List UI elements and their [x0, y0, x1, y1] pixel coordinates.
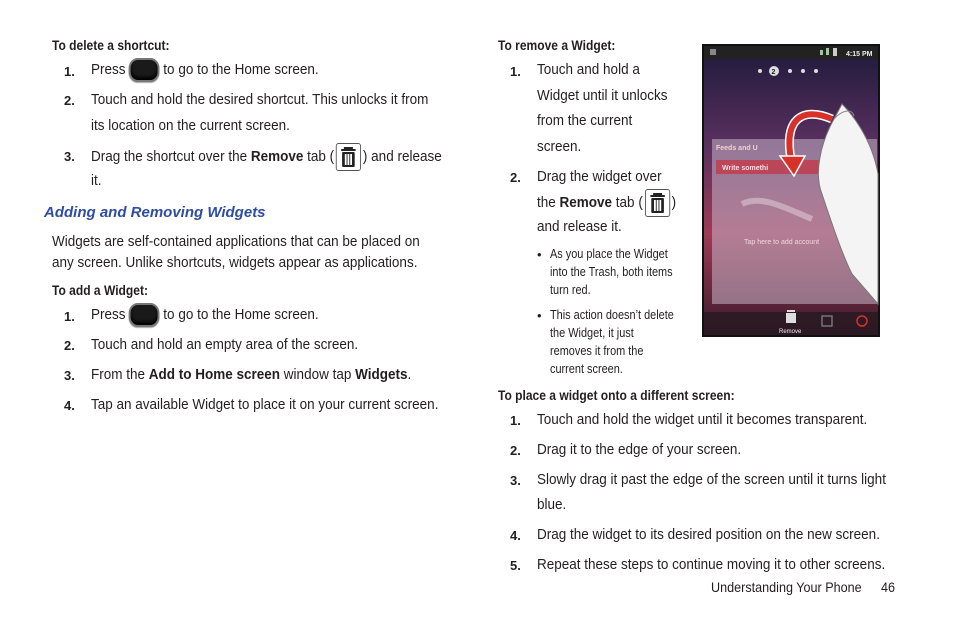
bullet: • — [537, 308, 542, 323]
bullet-2-line2: the Widget, it just — [550, 325, 634, 340]
step-text: tab ( — [303, 147, 335, 165]
step-text: Drag the shortcut over the — [91, 147, 251, 165]
step-number: 4. — [510, 528, 521, 543]
bullet-2-line1: This action doesn’t delete — [550, 307, 674, 322]
trash-icon — [336, 143, 361, 171]
place-step-5: Repeat these steps to continue moving it to other screens. — [537, 556, 886, 573]
delete-shortcut-heading: To delete a shortcut: — [52, 37, 170, 53]
step-number: 1. — [510, 64, 521, 79]
home-key-icon — [129, 303, 160, 327]
remove-step-2-line1: Drag the widget over — [537, 168, 662, 185]
page-dot — [801, 69, 805, 73]
bullet-1-line2: into the Trash, both items — [550, 264, 673, 279]
step-text: to go to the Home screen. — [163, 306, 319, 323]
step-text: . — [407, 366, 412, 383]
remove-label: Remove — [559, 193, 613, 211]
place-step-4: Drag the widget to its desired position on the new screen. — [537, 526, 880, 543]
step-text: ) — [671, 193, 677, 211]
bullet-1-line1: As you place the Widget — [550, 246, 668, 261]
place-step-1: Touch and hold the widget until it becomes transparent. — [537, 411, 868, 428]
place-step-3-line1: Slowly drag it past the edge of the screen until it turns light — [537, 471, 886, 488]
step-number: 2. — [510, 170, 521, 185]
widgets-label: Widgets — [355, 366, 408, 383]
remove-step-2-line3: and release it. — [537, 218, 622, 235]
bullet-2-line4: current screen. — [550, 361, 623, 376]
remove-step-1-line4: screen. — [537, 138, 582, 155]
widget-title: Feeds and U — [716, 145, 758, 152]
section-title: Adding and Removing Widgets — [44, 204, 266, 221]
add-step-3 — [91, 362, 411, 387]
step-number: 4. — [64, 398, 75, 413]
place-step-2: Drag it to the edge of your screen. — [537, 441, 742, 458]
add-step-4: Tap an available Widget to place it on your current screen. — [91, 396, 439, 413]
add-widget-heading: To add a Widget: — [52, 282, 148, 298]
page-number: 46 — [881, 579, 896, 595]
status-time: 4:15 PM — [846, 51, 873, 58]
intro-line-2: any screen. Unlike shortcuts, widgets appear as applications. — [52, 254, 418, 271]
place-step-3-line2: blue. — [537, 496, 567, 513]
step-text: ) and release — [362, 147, 442, 165]
step-number: 2. — [64, 338, 75, 353]
step-text: Press — [91, 61, 126, 78]
step-number: 1. — [64, 309, 75, 324]
delete-step-2-line1: Touch and hold the desired shortcut. This unlocks it from — [91, 91, 429, 108]
remove-step-2-line2 — [537, 189, 676, 217]
remove-widget-heading: To remove a Widget: — [498, 37, 616, 53]
step-text: Press — [91, 306, 126, 323]
step-number: 2. — [64, 93, 75, 108]
step-text: window tap — [280, 366, 356, 383]
intro-line-1: Widgets are self-contained applications that can be placed on — [52, 233, 420, 250]
battery-icon — [833, 48, 837, 56]
step-text: to go to the Home screen. — [163, 61, 319, 78]
remove-step-1-line2: Widget until it unlocks — [537, 87, 668, 104]
delete-step-3-line1 — [91, 143, 442, 171]
widget-write-button: Write somethi — [722, 165, 769, 172]
add-step-2: Touch and hold an empty area of the screen. — [91, 336, 359, 353]
remove-step-1-line1: Touch and hold a — [537, 61, 640, 78]
signal-icon — [826, 48, 829, 55]
step-number: 2. — [510, 443, 521, 458]
widget-hint: Tap here to add account — [744, 239, 820, 246]
step-number: 3. — [510, 473, 521, 488]
step-number: 5. — [510, 558, 521, 573]
signal-icon — [820, 50, 823, 55]
bullet: • — [537, 247, 542, 262]
delete-step-2-line2: its location on the current screen. — [91, 117, 290, 134]
footer-chapter: Understanding Your Phone — [711, 579, 862, 595]
page-dot — [814, 69, 818, 73]
page-indicator: 2 — [771, 69, 776, 76]
phone-screenshot — [702, 44, 880, 337]
remove-step-1-line3: from the current — [537, 112, 633, 129]
step-number: 1. — [510, 413, 521, 428]
remove-trash-icon — [786, 310, 796, 323]
trash-icon — [645, 189, 670, 217]
add-step-1 — [91, 302, 319, 327]
place-widget-heading: To place a widget onto a different screen: — [498, 387, 735, 403]
page-dot — [758, 69, 762, 73]
step-number: 3. — [64, 368, 75, 383]
step-text: tab ( — [612, 193, 643, 211]
notification-icon — [710, 49, 716, 55]
delete-step-1 — [91, 57, 319, 82]
step-number: 1. — [64, 64, 75, 79]
remove-tab-label: Remove — [779, 329, 802, 335]
remove-label: Remove — [250, 147, 304, 165]
page-dot — [788, 69, 792, 73]
step-text: the — [537, 193, 560, 211]
step-number: 3. — [64, 149, 75, 164]
home-key-icon — [129, 58, 160, 82]
delete-step-3-line2: it. — [91, 172, 102, 189]
add-to-home-screen-label: Add to Home screen — [148, 366, 281, 383]
bullet-1-line3: turn red. — [550, 282, 591, 297]
bullet-2-line3: removes it from the — [550, 343, 644, 358]
step-text: From the — [91, 366, 149, 383]
